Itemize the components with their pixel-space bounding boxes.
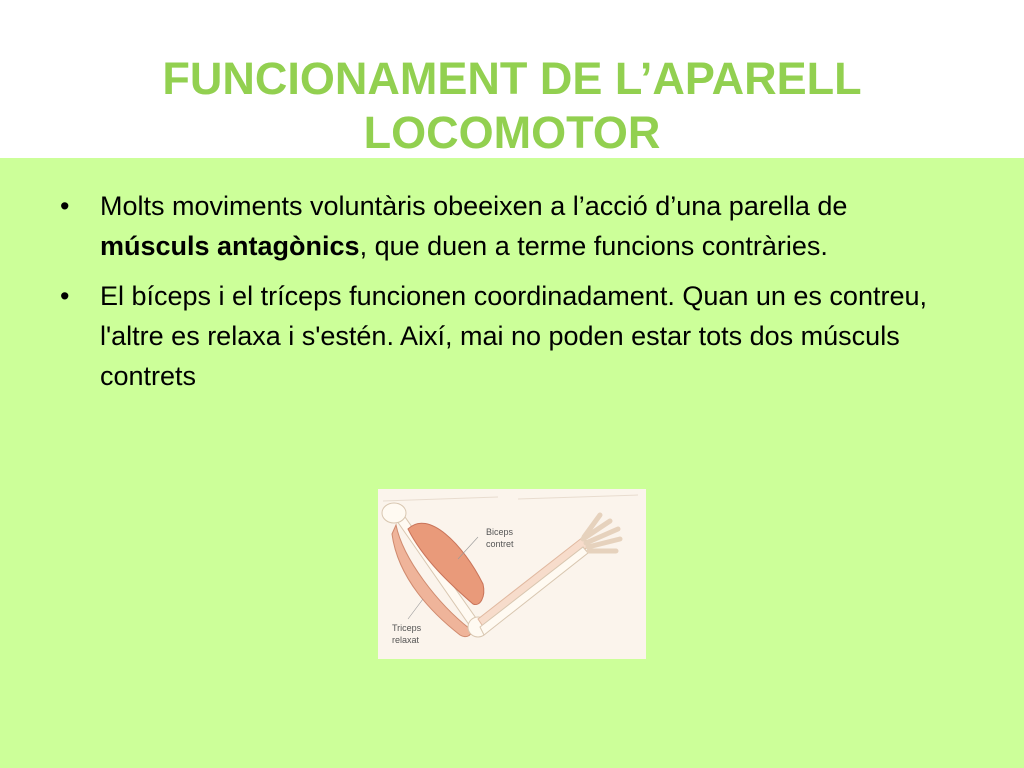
triceps-state-label: relaxat <box>392 635 420 645</box>
bullet-text-part: Molts moviments voluntàris obeeixen a l’acció d’una parella de <box>100 191 848 221</box>
bullet-text-part: , que duen a terme funcions contràries. <box>359 231 828 261</box>
bullet-item-biceps-triceps <box>0 276 1024 396</box>
biceps-state-label: contret <box>486 539 514 549</box>
triceps-label: Triceps <box>392 623 422 633</box>
bullet-list <box>0 186 1024 406</box>
bullet-marker: • <box>60 281 70 311</box>
bullet-item-antagonists <box>0 186 1024 266</box>
title-area <box>0 0 1024 158</box>
biceps-label: Biceps <box>486 527 514 537</box>
slide-title <box>0 52 1024 160</box>
arm-muscles-illustration <box>378 489 646 659</box>
content-area <box>0 158 1024 768</box>
bullet-marker: • <box>60 191 70 221</box>
bullet-bold-term: músculs antagònics <box>100 231 360 261</box>
slide-title-line-2: LOCOMOTOR <box>363 107 661 159</box>
slide-title-line-1: FUNCIONAMENT DE L’APARELL <box>162 53 862 105</box>
bullet-text: El bíceps i el tríceps funcionen coordinadament. Quan un es contreu, l'altre es relaxa i s'estén. Així, mai no poden estar tots dos músculs contrets <box>100 281 927 391</box>
